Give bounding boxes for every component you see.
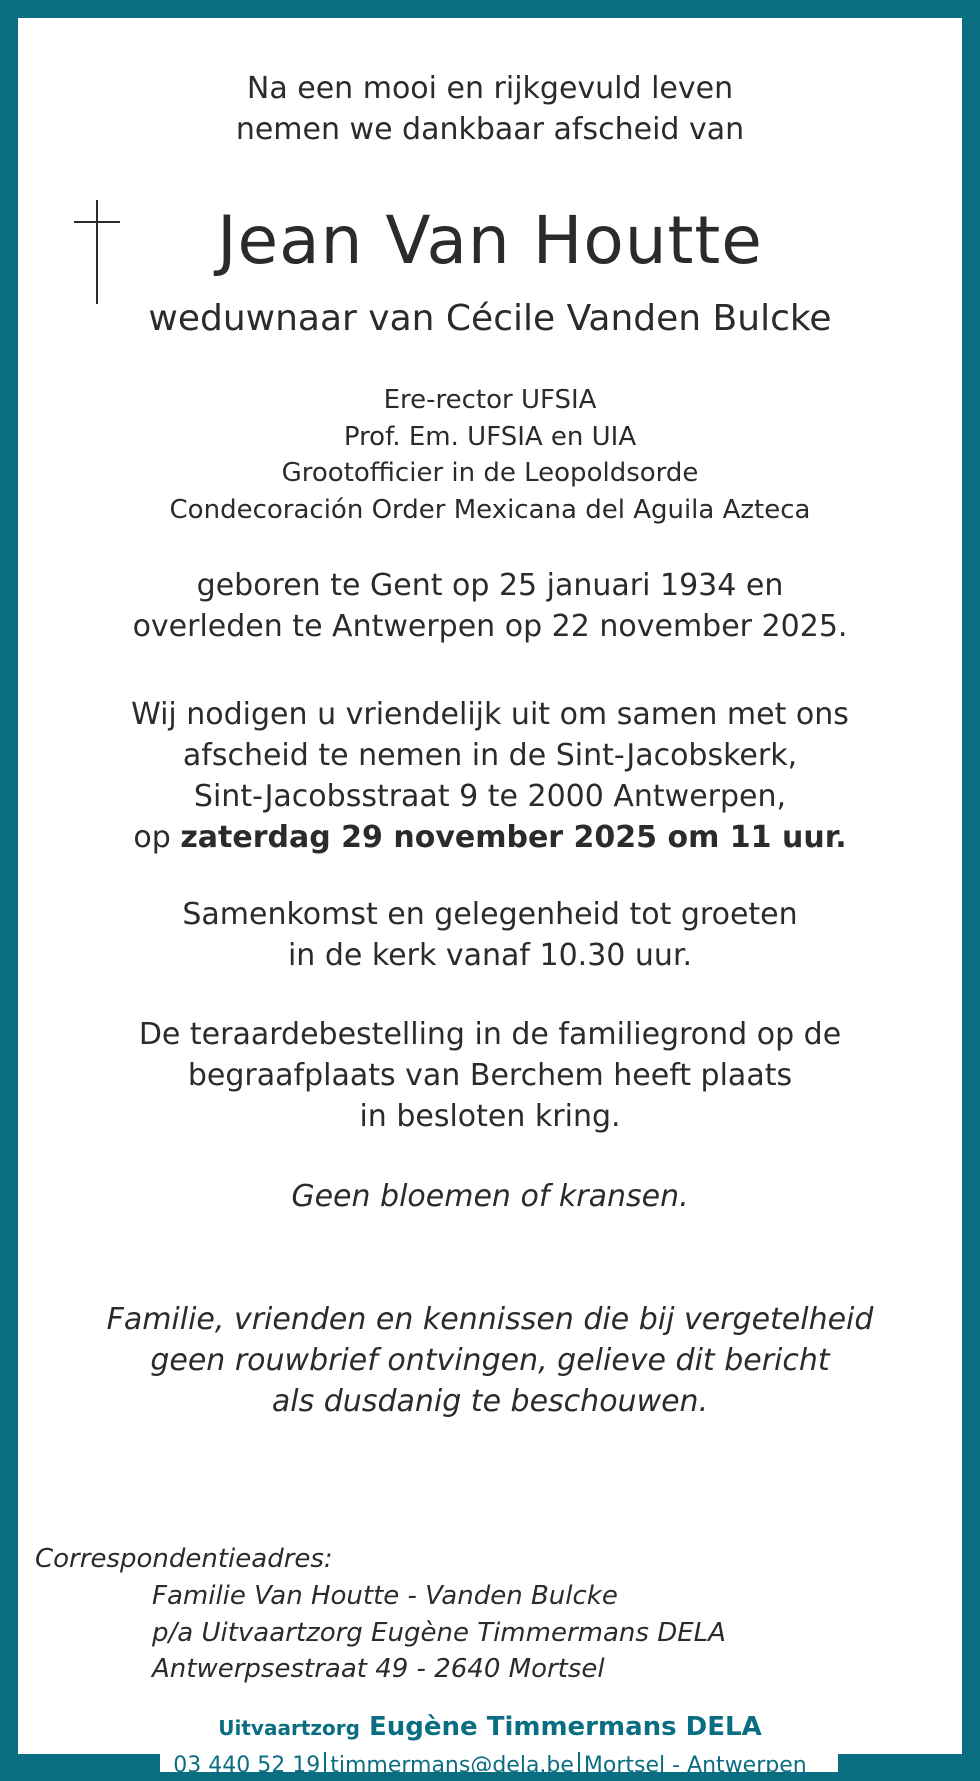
family-notice xyxy=(18,1299,962,1422)
phone-number[interactable]: 03 440 52 19 xyxy=(173,1753,321,1778)
intro-line-2: nemen we dankbaar afscheid van xyxy=(235,112,745,147)
family-notice-line-3: als dusdanig te beschouwen. xyxy=(271,1384,709,1419)
burial-info xyxy=(18,1014,962,1137)
family-notice-line-1: Familie, vrienden en kennissen die bij vergetelheid xyxy=(106,1302,874,1337)
spouse-line: weduwnaar van Cécile Vanden Bulcke xyxy=(148,298,832,339)
birth-death-dates xyxy=(18,565,962,647)
intro-line-1: Na een mooi en rijkgevuld leven xyxy=(246,71,734,106)
funeral-date-time: zaterdag 29 november 2025 om 11 uur. xyxy=(180,820,847,855)
correspondence-line-1: Familie Van Houtte - Vanden Bulcke xyxy=(152,1581,618,1611)
burial-line-2: begraafplaats van Berchem heeft plaats xyxy=(187,1058,793,1093)
death-notice-card xyxy=(18,18,962,1778)
burial-line-1: De teraardebestelling in de familiegrond op de xyxy=(138,1017,842,1052)
intro-text xyxy=(18,68,962,150)
correspondence-address xyxy=(152,1578,726,1688)
funeral-home-brand xyxy=(18,1710,962,1745)
title-line: Grootofficier in de Leopoldsorde xyxy=(281,458,699,488)
location-text: Mortsel - Antwerpen xyxy=(583,1753,807,1778)
title-line: Condecoración Order Mexicana del Aguila Azteca xyxy=(169,494,811,525)
correspondence-line-2: p/a Uitvaartzorg Eugène Timmermans DELA xyxy=(152,1617,726,1648)
email-link[interactable]: timmermans@dela.be xyxy=(330,1753,574,1778)
title-line: Prof. Em. UFSIA en UIA xyxy=(343,421,637,452)
brand-name: Eugène Timmermans DELA xyxy=(369,1712,762,1742)
family-notice-line-2: geen rouwbrief ontvingen, gelieve dit bericht xyxy=(150,1343,830,1378)
separator xyxy=(578,1752,580,1776)
brand-prefix: Uitvaartzorg xyxy=(218,1716,360,1740)
invitation-line-4 xyxy=(18,817,962,858)
funeral-invitation xyxy=(18,694,962,858)
contact-line xyxy=(142,1751,838,1781)
invitation-date-prefix: op xyxy=(133,820,171,855)
gathering-info xyxy=(18,894,962,976)
honorary-titles xyxy=(18,382,962,528)
birth-line: geboren te Gent op 25 januari 1934 en xyxy=(196,568,784,603)
separator xyxy=(324,1752,326,1776)
no-flowers-note: Geen bloemen of kransen. xyxy=(291,1179,689,1214)
invitation-line-3: Sint-Jacobsstraat 9 te 2000 Antwerpen, xyxy=(193,779,787,814)
burial-line-3: in besloten kring. xyxy=(359,1099,621,1134)
title-line: Ere-rector UFSIA xyxy=(383,385,597,415)
death-line: overleden te Antwerpen op 22 november 2025. xyxy=(132,609,848,644)
correspondence-line-3: Antwerpsestraat 49 - 2640 Mortsel xyxy=(152,1654,605,1684)
gathering-line-2: in de kerk vanaf 10.30 uur. xyxy=(287,938,693,973)
invitation-line-1: Wij nodigen u vriendelijk uit om samen met ons xyxy=(131,697,849,732)
deceased-name: Jean Van Houtte xyxy=(217,202,763,279)
correspondence-label: Correspondentieadres: xyxy=(35,1544,333,1574)
invitation-line-2: afscheid te nemen in de Sint-Jacobskerk, xyxy=(182,738,798,773)
gathering-line-1: Samenkomst en gelegenheid tot groeten xyxy=(182,897,798,932)
